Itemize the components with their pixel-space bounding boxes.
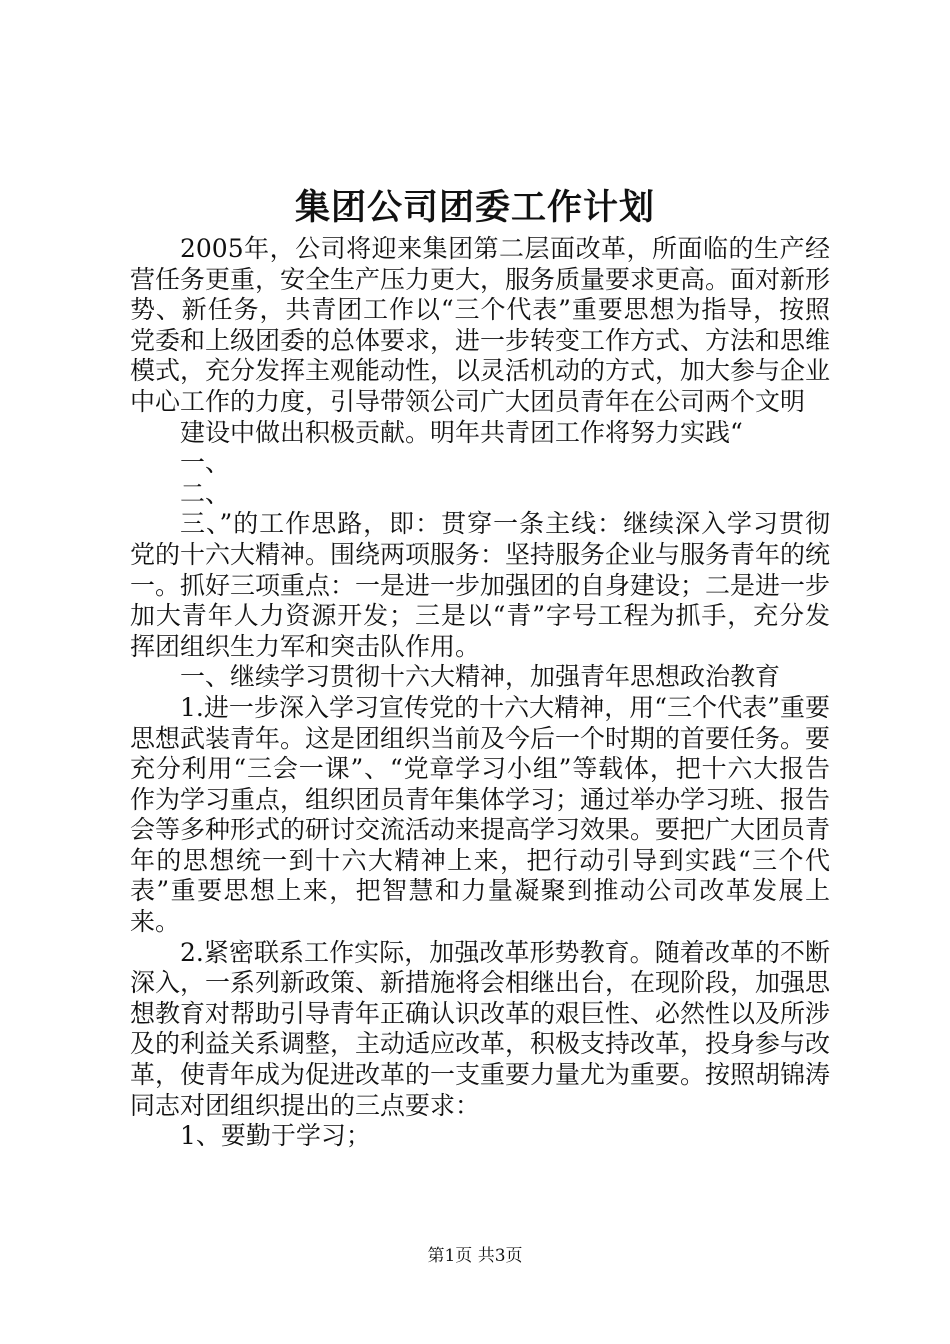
section-heading-one: 一、继续学习贯彻十六大精神，加强青年思想政治教育 xyxy=(180,662,781,692)
paragraph-item-two: 二、 xyxy=(180,478,231,508)
paragraph-point-1: 1.进一步深入学习宣传党的十六大精神，用“三个代表”重要思想武装青年。这是团组织当前及今后一个时期的首要任务。要充分利用“三会一课”、“党章学习小组”等载体，把十六大报告作为学习重点，组织团员青年集体学习；通过举办学习班、报告会等多种形式的研讨交流活动来提高学习效果。要把广大团员青年的思想统一到十六大精神上来，把行动引导到实践“三个代表”重要思想上来，把智慧和力量凝聚到推动公司改革发展上来。 xyxy=(130,692,831,937)
paragraph-practice: 建设中做出积极贡献。明年共青团工作将努力实践“ xyxy=(180,417,743,447)
document-body xyxy=(130,234,830,1152)
document-title: 集团公司团委工作计划 xyxy=(294,187,655,228)
paragraph-point-2: 2.紧密联系工作实际，加强改革形势教育。随着改革的不断深入，一系列新政策、新措施将会相继出台，在现阶段，加强思想教育对帮助引导青年正确认识改革的艰巨性、必然性以及所涉及的利益关系调整，主动适应改革，积极支持改革，投身参与改革，使青年成为促进改革的一支重要力量尤为重要。按照胡锦涛同志对团组织提出的三点要求： xyxy=(130,937,831,1120)
paragraph-requirement-1: 1、要勤于学习； xyxy=(180,1121,371,1151)
page-footer: 第1页 共3页 xyxy=(427,1246,523,1266)
paragraph-item-one: 一、 xyxy=(180,448,231,478)
paragraph-work-approach: 三、”的工作思路，即：贯穿一条主线：继续深入学习贯彻党的十六大精神。围绕两项服务：坚持服务企业与服务青年的统一。抓好三项重点：一是进一步加强团的自身建设；二是进一步加大青年人力资源开发；三是以“青”字号工程为抓手，充分发挥团组织生力军和突击队作用。 xyxy=(130,509,831,661)
paragraph-intro: 2005年，公司将迎来集团第二层面改革，所面临的生产经营任务更重，安全生产压力更大，服务质量要求更高。面对新形势、新任务，共青团工作以“三个代表”重要思想为指导，按照党委和上级团委的总体要求，进一步转变工作方式、方法和思维模式，充分发挥主观能动性，以灵活机动的方式，加大参与企业中心工作的力度，引导带领公司广大团员青年在公司两个文明 xyxy=(130,234,831,416)
